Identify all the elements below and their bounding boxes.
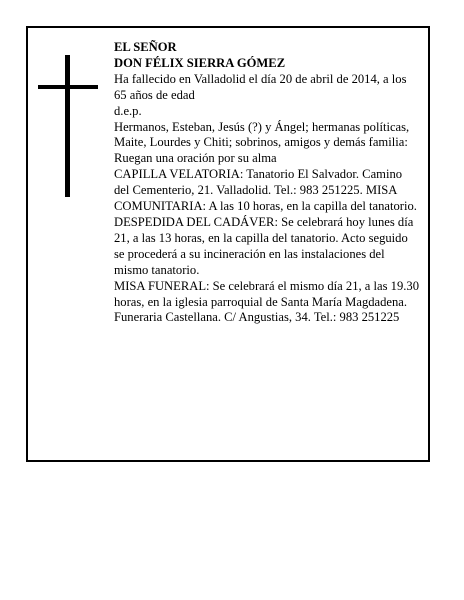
funeral-mass-info: MISA FUNERAL: Se celebrará el mismo día 21, a las 19.30 horas, en la iglesia parroquial de Santa María Magdadena.	[114, 278, 419, 309]
obituary-text	[114, 40, 420, 326]
prayer-request: Ruegan una oración por su alma	[114, 151, 277, 166]
chapel-info: CAPILLA VELATORIA: Tanatorio El Salvador. Camino del Cementerio, 21. Valladolid. Tel.: 983 251225. MISA COMUNITARIA: A las 10 horas, en la capilla del tanatorio.	[114, 167, 417, 214]
cross-icon	[38, 55, 98, 197]
notice-title: EL SEÑOR	[114, 40, 177, 54]
rest-in-peace: d.e.p.	[114, 103, 142, 118]
farewell-info: DESPEDIDA DEL CADÁVER: Se celebrará hoy lunes día 21, a las 13 horas, en la capilla del tanatorio. Acto seguido se procederá a su incineración en las instalaciones del mismo tanatorio.	[114, 214, 414, 277]
cross-vertical-bar	[65, 55, 70, 197]
death-statement: Ha fallecido en Valladolid el día 20 de abril de 2014, a los 65 años de edad	[114, 71, 407, 102]
cross-horizontal-bar	[38, 85, 98, 89]
funeral-home-info: Funeraria Castellana. C/ Angustias, 34. Tel.: 983 251225	[114, 310, 400, 325]
deceased-name: DON FÉLIX SIERRA GÓMEZ	[114, 55, 286, 70]
family-list: Hermanos, Esteban, Jesús (?) y Ángel; hermanas políticas, Maite, Lourdes y Chiti; sobrinos, amigos y demás familia:	[114, 119, 410, 150]
